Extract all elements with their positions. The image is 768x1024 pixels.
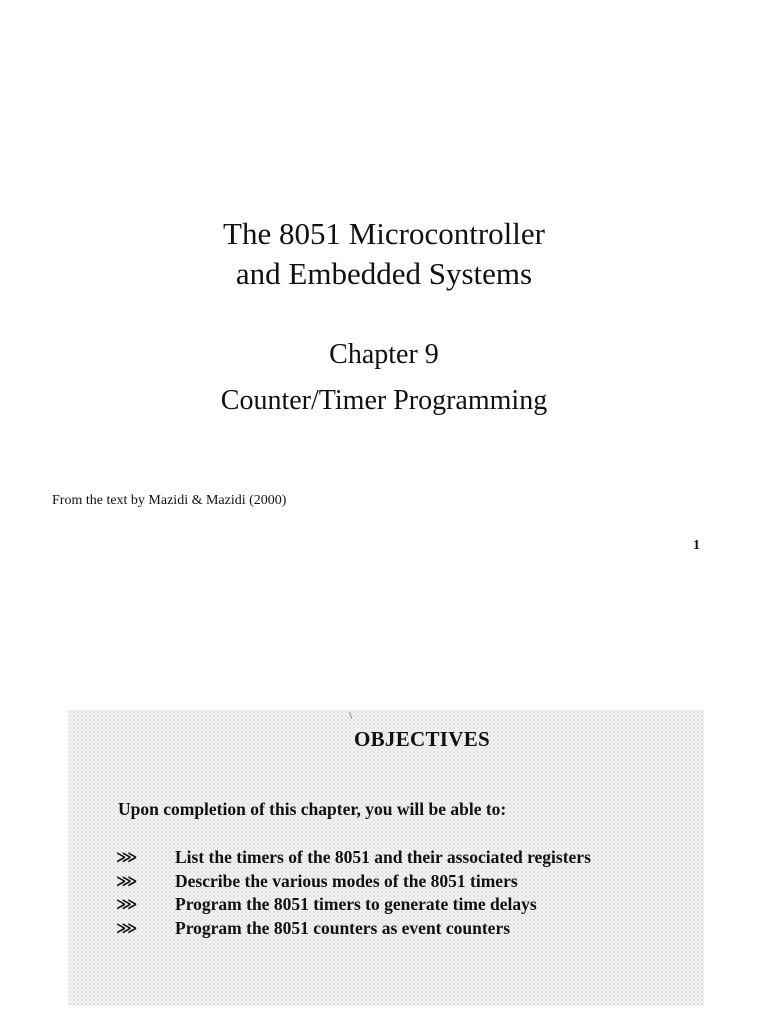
bullet-icon: ⋙ <box>116 918 135 937</box>
source-credit: From the text by Mazidi & Mazidi (2000) <box>52 493 287 508</box>
objective-text: Describe the various modes of the 8051 timers <box>175 870 518 891</box>
page-number: 1 <box>693 538 700 553</box>
list-item <box>116 846 591 870</box>
chapter-label: Chapter 9 <box>329 339 439 370</box>
chapter-subtitle: Counter/Timer Programming <box>220 385 548 416</box>
objective-text: List the timers of the 8051 and their associated registers <box>175 847 591 867</box>
list-item <box>116 893 591 917</box>
objectives-list <box>116 846 591 940</box>
objectives-heading: OBJECTIVES <box>353 727 491 751</box>
slide-title <box>0 214 768 294</box>
objective-text: Program the 8051 timers to generate time delays <box>175 894 537 914</box>
objective-text: Program the 8051 counters as event counters <box>175 917 511 938</box>
title-line-1: The 8051 Microcontroller <box>223 216 545 251</box>
bullet-icon: ⋙ <box>116 848 135 866</box>
objectives-scan <box>68 710 704 1006</box>
bullet-icon: ⋙ <box>116 871 135 890</box>
objectives-intro: Upon completion of this chapter, you will be able to: <box>118 799 507 819</box>
list-item <box>116 870 591 894</box>
list-item <box>116 917 591 941</box>
bullet-icon: ⋙ <box>116 895 135 913</box>
title-line-2: and Embedded Systems <box>235 256 533 291</box>
scan-mark: \ <box>349 708 353 722</box>
